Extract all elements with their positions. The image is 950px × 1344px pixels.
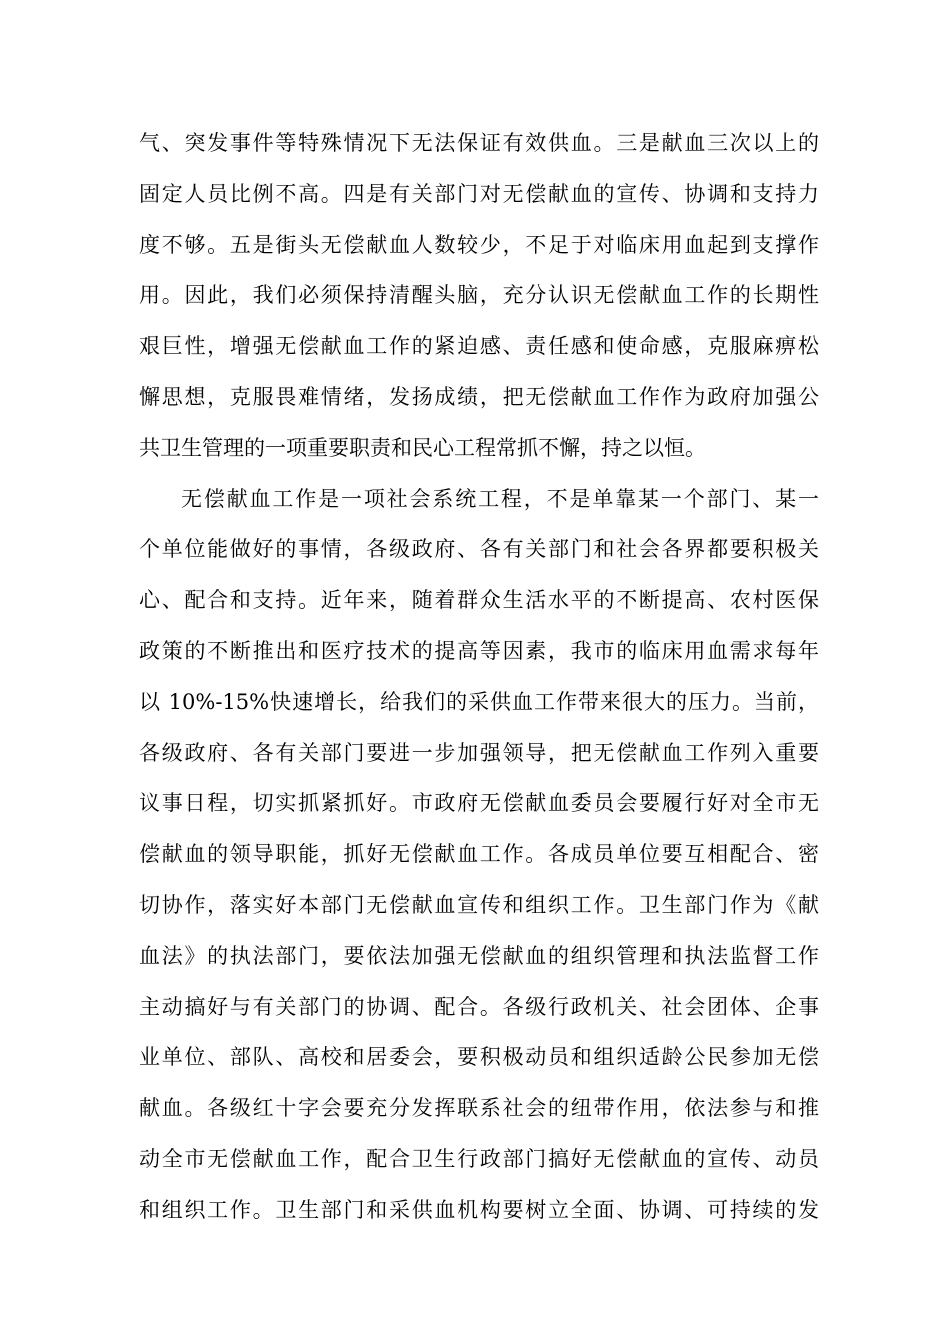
text-line: 主动搞好与有关部门的协调、配合。各级行政机关、社会团体、企事 xyxy=(139,994,819,1019)
text-line: 偿献血的领导职能，抓好无偿献血工作。各成员单位要互相配合、密 xyxy=(139,842,819,867)
text-line: 无偿献血工作是一项社会系统工程，不是单靠某一个部门、某一 xyxy=(181,486,819,511)
text-line: 懈思想，克服畏难情绪，发扬成绩，把无偿献血工作作为政府加强公 xyxy=(139,384,819,409)
text-line: 政策的不断推出和医疗技术的提高等因素，我市的临床用血需求每年 xyxy=(139,638,819,663)
text-line: 血法》的执法部门，要依法加强无偿献血的组织管理和执法监督工作 xyxy=(139,943,819,968)
text-line: 度不够。五是街头无偿献血人数较少，不足于对临床用血起到支撑作 xyxy=(139,232,819,257)
text-line: 气、突发事件等特殊情况下无法保证有效供血。三是献血三次以上的 xyxy=(139,131,819,155)
text-line: 共卫生管理的一项重要职责和民心工程常抓不懈，持之以恒。 xyxy=(139,435,706,460)
text-line: 业单位、部队、高校和居委会，要积极动员和组织适龄公民参加无偿 xyxy=(139,1045,819,1070)
paragraph-2 xyxy=(139,474,819,1236)
text-line: 艰巨性，增强无偿献血工作的紧迫感、责任感和使命感，克服麻痹松 xyxy=(139,334,819,359)
text-line: 各级政府、各有关部门要进一步加强领导，把无偿献血工作列入重要 xyxy=(139,740,819,765)
text-line: 和组织工作。卫生部门和采供血机构要树立全面、协调、可持续的发 xyxy=(139,1197,819,1222)
text-line: 用。因此，我们必须保持清醒头脑，充分认识无偿献血工作的长期性 xyxy=(139,283,819,308)
document-body xyxy=(139,118,819,1236)
text-line: 议事日程，切实抓紧抓好。市政府无偿献血委员会要履行好对全市无 xyxy=(139,791,819,816)
text-line: 固定人员比例不高。四是有关部门对无偿献血的宣传、协调和支持力 xyxy=(139,181,819,206)
text-line: 心、配合和支持。近年来，随着群众生活水平的不断提高、农村医保 xyxy=(139,588,819,613)
text-line: 献血。各级红十字会要充分发挥联系社会的纽带作用，依法参与和推 xyxy=(139,1096,819,1121)
text-line: 以 10%-15%快速增长，给我们的采供血工作带来很大的压力。当前， xyxy=(139,689,819,714)
paragraph-1 xyxy=(139,118,819,474)
text-line: 个单位能做好的事情，各级政府、各有关部门和社会各界都要积极关 xyxy=(139,537,819,562)
text-line: 动全市无偿献血工作，配合卫生行政部门搞好无偿献血的宣传、动员 xyxy=(139,1146,819,1171)
text-line: 切协作，落实好本部门无偿献血宣传和组织工作。卫生部门作为《献 xyxy=(139,892,819,917)
